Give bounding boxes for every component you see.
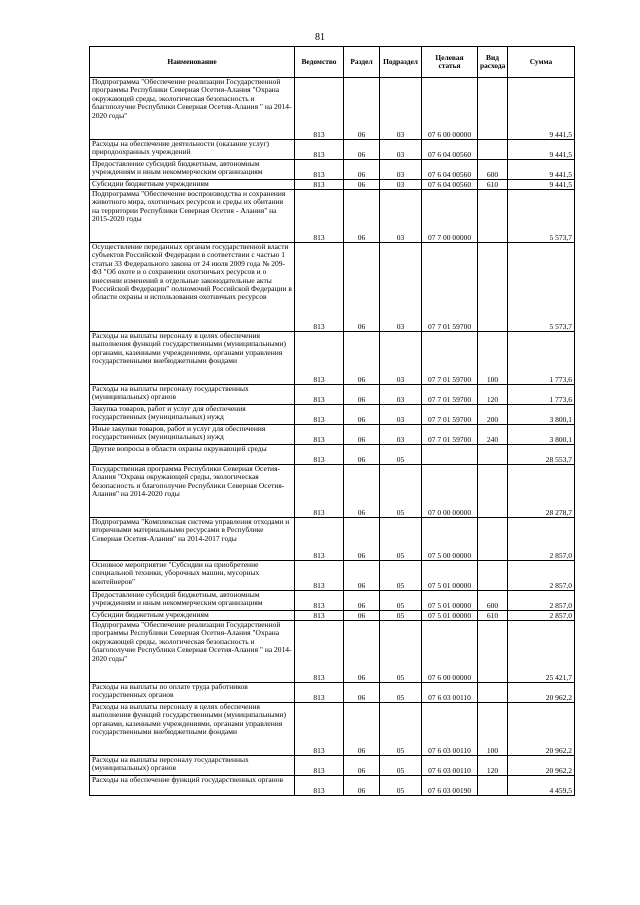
row-expense-type: 200 [478,405,508,425]
row-department: 813 [295,332,344,385]
row-sum: 2 857,0 [508,561,575,591]
row-section: 06 [344,160,380,180]
row-department: 813 [295,405,344,425]
row-department: 813 [295,78,344,140]
row-subsection: 05 [380,776,422,796]
table-row [90,243,575,332]
row-department: 813 [295,190,344,243]
row-department: 813 [295,465,344,518]
row-name: Расходы на выплаты по оплате труда работников государственных органов [90,683,295,703]
row-expense-type [478,465,508,518]
table-header [90,47,575,78]
row-department: 813 [295,518,344,561]
row-section: 06 [344,465,380,518]
row-section: 06 [344,621,380,683]
row-subsection: 05 [380,756,422,776]
table-row [90,591,575,611]
table-row [90,190,575,243]
row-name: Расходы на выплаты персоналу государственных (муниципальных) органов [90,385,295,405]
row-sum: 5 573,7 [508,243,575,332]
row-expense-type [478,518,508,561]
row-subsection: 03 [380,385,422,405]
row-subsection: 05 [380,445,422,465]
row-name: Расходы на выплаты персоналу в целях обеспечения выполнения функций государственными (муниципальными) органами, казенными учреждениями, органами управления государственными внебюджетными фондами [90,703,295,756]
row-name: Подпрограмма "Обеспечение реализации Государственной программы Республики Северная Осетия-Алания "Охрана окружающей среды, экологическая безопасность и благополучие Республики Северная Осетия-Алания " на 2014-2020 годы" [90,621,295,683]
row-target-article: 07 5 01 00000 [422,611,478,621]
row-department: 813 [295,591,344,611]
header-subsection: Подраздел [380,47,422,78]
table-body [90,78,575,796]
row-expense-type: 120 [478,756,508,776]
row-sum: 3 800,1 [508,405,575,425]
row-section: 06 [344,243,380,332]
row-sum: 9 441,5 [508,140,575,160]
row-target-article: 07 6 03 00110 [422,683,478,703]
row-department: 813 [295,703,344,756]
row-section: 06 [344,776,380,796]
row-name: Субсидии бюджетным учреждениям [90,180,295,190]
row-target-article: 07 7 01 59700 [422,385,478,405]
row-section: 06 [344,445,380,465]
row-section: 06 [344,425,380,445]
row-department: 813 [295,425,344,445]
row-subsection: 03 [380,190,422,243]
row-expense-type [478,445,508,465]
row-target-article: 07 6 03 00110 [422,703,478,756]
row-expense-type: 100 [478,332,508,385]
row-sum: 1 773,6 [508,385,575,405]
row-section: 06 [344,140,380,160]
row-name: Расходы на обеспечение функций государственных органов [90,776,295,796]
row-target-article: 07 6 04 00560 [422,160,478,180]
row-expense-type: 600 [478,591,508,611]
row-section: 06 [344,332,380,385]
table-row [90,465,575,518]
row-expense-type [478,190,508,243]
row-expense-type [478,78,508,140]
row-subsection: 05 [380,465,422,518]
row-target-article: 07 7 01 59700 [422,425,478,445]
row-target-article: 07 5 01 00000 [422,561,478,591]
row-expense-type [478,683,508,703]
row-expense-type: 240 [478,425,508,445]
row-target-article: 07 7 00 00000 [422,190,478,243]
table-row [90,611,575,621]
row-sum: 25 421,7 [508,621,575,683]
header-name: Наименование [90,47,295,78]
header-department: Ведомство [295,47,344,78]
row-section: 06 [344,518,380,561]
row-name: Другие вопросы в области охраны окружающей среды [90,445,295,465]
row-sum: 2 857,0 [508,611,575,621]
row-name: Иные закупки товаров, работ и услуг для обеспечения государственных (муниципальных) нужд [90,425,295,445]
table-row [90,160,575,180]
row-target-article: 07 7 01 59700 [422,243,478,332]
row-subsection: 03 [380,243,422,332]
row-sum: 28 553,7 [508,445,575,465]
row-sum: 9 441,5 [508,78,575,140]
row-department: 813 [295,611,344,621]
row-subsection: 03 [380,180,422,190]
row-department: 813 [295,756,344,776]
table-row [90,405,575,425]
row-section: 06 [344,703,380,756]
row-expense-type: 610 [478,180,508,190]
row-sum: 2 857,0 [508,591,575,611]
row-target-article [422,445,478,465]
row-department: 813 [295,243,344,332]
row-name: Расходы на выплаты персоналу в целях обеспечения выполнения функций государственными (муниципальными) органами, казенными учреждениями, органами управления государственными внебюджетными фондами [90,332,295,385]
table-row [90,425,575,445]
row-name: Предоставление субсидий бюджетным, автономным учреждениям и иным некоммерческим организациям [90,160,295,180]
row-subsection: 03 [380,140,422,160]
row-name: Государственная программа Республики Северная Осетия-Алания "Охрана окружающей среды, экологическая безопасность и благополучие Республики Северная Осетия-Алания" на 2014-2020 годы [90,465,295,518]
row-department: 813 [295,385,344,405]
row-target-article: 07 6 00 00000 [422,78,478,140]
row-department: 813 [295,683,344,703]
table-row [90,756,575,776]
row-target-article: 07 5 00 00000 [422,518,478,561]
row-expense-type [478,243,508,332]
table-row [90,385,575,405]
row-department: 813 [295,140,344,160]
row-target-article: 07 6 04 00560 [422,180,478,190]
row-name: Подпрограмма "Комплексная система управления отходами и вторичными материальными ресурсами в Республике Северная Осетия-Алания" на 2014-2017 годы [90,518,295,561]
row-sum: 4 459,5 [508,776,575,796]
row-sum: 9 441,5 [508,180,575,190]
row-sum: 1 773,6 [508,332,575,385]
header-sum: Сумма [508,47,575,78]
row-target-article: 07 6 03 00190 [422,776,478,796]
row-name: Осуществление переданных органам государственной власти субъектов Российской Федерации в соответствии с частью 1 статьи 33 Федерального закона от 24 июля 2009 года № 209-ФЗ "Об охоте и о сохранении охотничьих ресурсов и о внесении изменений в отдельные законодательные акты Российской Федерации" полномочий Российской Федерации в области охраны и использования охотничьих ресурсов [90,243,295,332]
row-section: 06 [344,756,380,776]
row-target-article: 07 0 00 00000 [422,465,478,518]
row-expense-type: 600 [478,160,508,180]
header-row [90,47,575,78]
row-expense-type: 120 [478,385,508,405]
row-section: 06 [344,591,380,611]
table-row [90,445,575,465]
row-subsection: 03 [380,78,422,140]
row-department: 813 [295,621,344,683]
row-department: 813 [295,561,344,591]
table-row [90,332,575,385]
row-sum: 20 962,2 [508,756,575,776]
row-sum: 9 441,5 [508,160,575,180]
table-row [90,683,575,703]
row-section: 06 [344,561,380,591]
page-number: 81 [315,32,325,43]
table-row [90,776,575,796]
row-expense-type: 610 [478,611,508,621]
row-sum: 28 278,7 [508,465,575,518]
row-subsection: 05 [380,621,422,683]
row-department: 813 [295,180,344,190]
row-section: 06 [344,683,380,703]
header-expense-type: Вид расхода [478,47,508,78]
row-sum: 2 857,0 [508,518,575,561]
row-target-article: 07 6 03 00110 [422,756,478,776]
row-section: 06 [344,180,380,190]
table-row [90,703,575,756]
row-subsection: 03 [380,405,422,425]
row-department: 813 [295,445,344,465]
row-name: Расходы на выплаты персоналу государственных (муниципальных) органов [90,756,295,776]
table-row [90,518,575,561]
row-subsection: 03 [380,160,422,180]
row-target-article: 07 7 01 59700 [422,332,478,385]
row-expense-type [478,776,508,796]
row-expense-type [478,140,508,160]
row-subsection: 05 [380,703,422,756]
row-name: Подпрограмма "Обеспечение реализации Государственной программы Республики Северная Осетия-Алания "Охрана окружающей среды, экологическая безопасность и благополучие Республики Северная Осетия-Алания " на 2014-2020 годы" [90,78,295,140]
row-subsection: 05 [380,591,422,611]
row-sum: 20 962,2 [508,703,575,756]
row-department: 813 [295,776,344,796]
header-section: Раздел [344,47,380,78]
row-section: 06 [344,78,380,140]
row-section: 06 [344,405,380,425]
row-subsection: 03 [380,425,422,445]
row-target-article: 07 6 00 00000 [422,621,478,683]
row-sum: 5 573,7 [508,190,575,243]
row-name: Закупка товаров, работ и услуг для обеспечения государственных (муниципальных) нужд [90,405,295,425]
row-sum: 20 962,2 [508,683,575,703]
row-name: Расходы на обеспечение деятельности (оказание услуг) природоохранных учреждений [90,140,295,160]
table-row [90,78,575,140]
row-subsection: 05 [380,561,422,591]
row-department: 813 [295,160,344,180]
row-target-article: 07 7 01 59700 [422,405,478,425]
row-subsection: 05 [380,683,422,703]
row-subsection: 03 [380,332,422,385]
row-sum: 3 800,1 [508,425,575,445]
header-target-article: Целевая статья [422,47,478,78]
row-name: Субсидии бюджетным учреждениям [90,611,295,621]
row-name: Подпрограмма "Обеспечение воспроизводства и сохранения животного мира, охотничьих ресурсов и среды их обитания на территории Республики Северная Осетия - Алания" на 2015-2020 годы [90,190,295,243]
row-section: 06 [344,190,380,243]
row-expense-type [478,561,508,591]
row-name: Предоставление субсидий бюджетным, автономным учреждениям и иным некоммерческим организациям [90,591,295,611]
row-name: Основное мероприятие "Субсидии на приобретение специальной техники, уборочных машин, мусорных контейнеров" [90,561,295,591]
row-subsection: 05 [380,518,422,561]
table-row [90,621,575,683]
row-subsection: 05 [380,611,422,621]
table-row [90,180,575,190]
row-target-article: 07 6 04 00560 [422,140,478,160]
table-row [90,561,575,591]
row-expense-type [478,621,508,683]
row-section: 06 [344,611,380,621]
row-expense-type: 100 [478,703,508,756]
row-target-article: 07 5 01 00000 [422,591,478,611]
table-row [90,140,575,160]
budget-table [89,46,575,796]
row-section: 06 [344,385,380,405]
